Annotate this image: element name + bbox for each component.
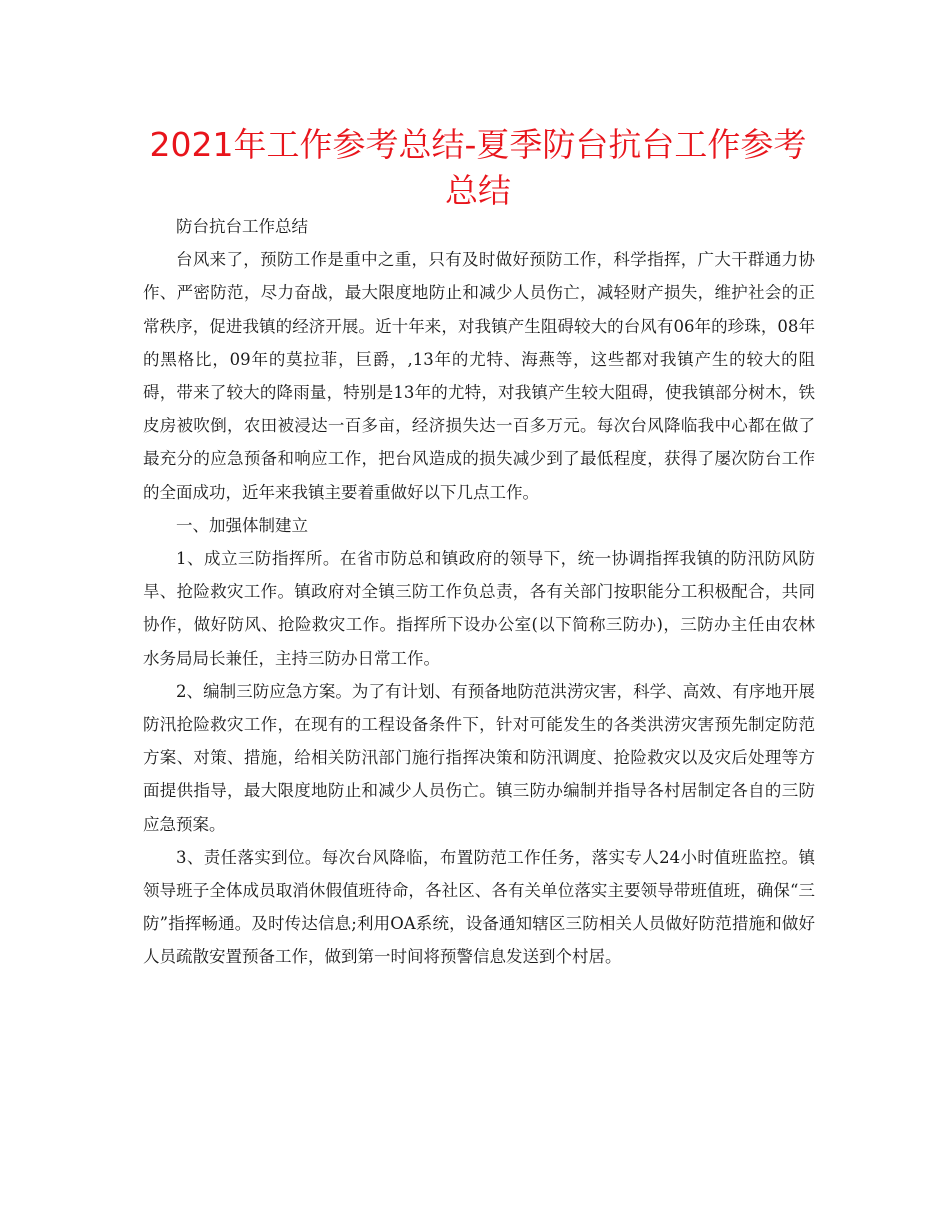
paragraph: 3、责任落实到位。每次台风降临，布置防范工作任务，落实专人24小时值班监控。镇领导班子全体成员取消休假值班待命，各社区、各有关单位落实主要领导带班值班，确保“三防”指挥畅通。及时传达信息;利用OA系统，设备通知辖区三防相关人员做好防范措施和做好人员疏散安置预备工作，做到第一时间将预警信息发送到个村居。 bbox=[143, 847, 815, 967]
section-heading: 防台抗台工作总结 bbox=[176, 217, 308, 236]
paragraph: 2、编制三防应急方案。为了有计划、有预备地防范洪涝灾害，科学、高效、有序地开展防汛抢险救灾工作，在现有的工程设备条件下，针对可能发生的各类洪涝灾害预先制定防范方案、对策、措施，给相关防汛部门施行指挥决策和防汛调度、抢险救灾以及灾后处理等方面提供指导，最大限度地防止和减少人员伤亡。镇三防办编制并指导各村居制定各自的三防应急预案。 bbox=[143, 681, 815, 834]
section-heading: 一、加强体制建立 bbox=[176, 515, 308, 535]
document-body bbox=[143, 210, 815, 974]
paragraph: 台风来了，预防工作是重中之重，只有及时做好预防工作，科学指挥，广大干群通力协作、严密防范，尽力奋战，最大限度地防止和减少人员伤亡，减轻财产损失，维护社会的正常秩序，促进我镇的经济开展。近十年来，对我镇产生阻碍较大的台风有06年的珍珠，08年的黑格比，09年的莫拉菲，巨爵，,13年的尤特、海燕等，这些都对我镇产生的较大的阻碍，带来了较大的降雨量，特别是13年的尤特，对我镇产生较大阻碍，使我镇部分树木，铁皮房被吹倒，农田被浸达一百多亩，经济损失达一百多万元。每次台风降临我中心都在做了最充分的应急预备和响应工作，把台风造成的损失减少到了最低程度，获得了屡次防台工作的全面成功，近年来我镇主要着重做好以下几点工作。 bbox=[143, 250, 815, 502]
paragraph: 1、成立三防指挥所。在省市防总和镇政府的领导下，统一协调指挥我镇的防汛防风防旱、抢险救灾工作。镇政府对全镇三防工作负总责，各有关部门按职能分工积极配合，共同协作，做好防风、抢险救灾工作。指挥所下设办公室(以下简称三防办)，三防办主任由农林水务局局长兼任，主持三防办日常工作。 bbox=[143, 549, 815, 668]
document-title: 2021年工作参考总结-夏季防台抗台工作参考总结 bbox=[149, 125, 807, 210]
